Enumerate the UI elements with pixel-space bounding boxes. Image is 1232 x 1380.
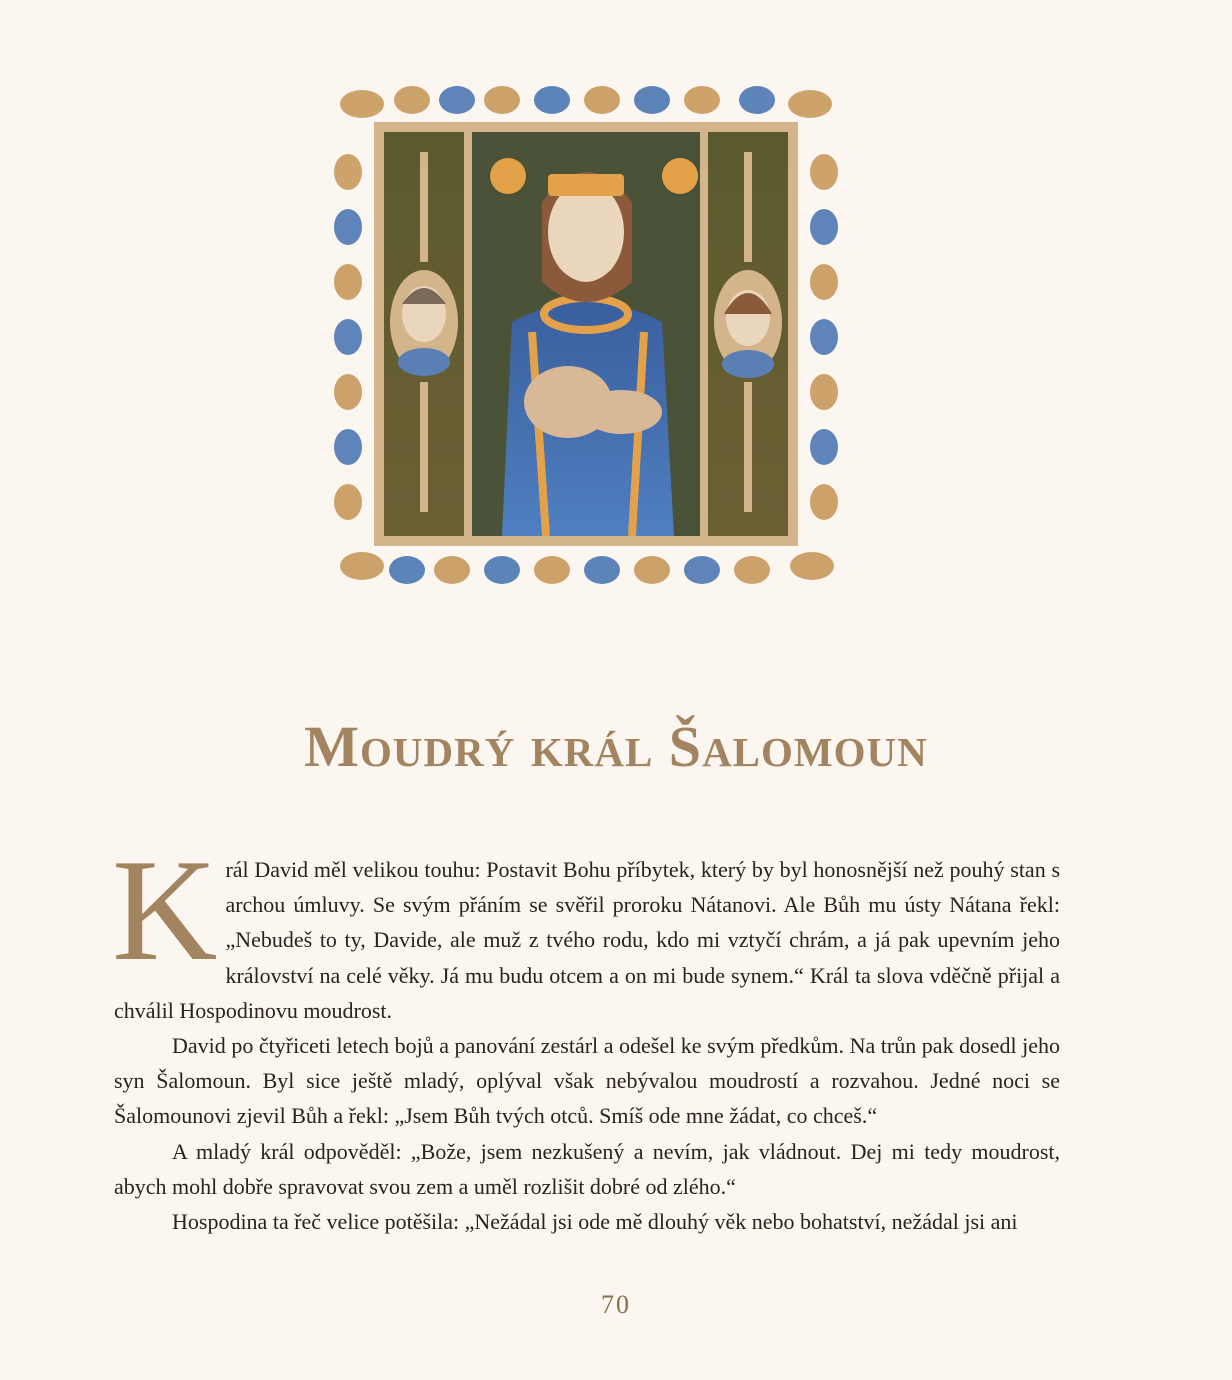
- side-medallion-right: [714, 270, 782, 378]
- body-text: [112, 829, 1060, 1239]
- drop-cap: K: [112, 829, 218, 991]
- paragraph-1-text: rál David měl velikou touhu: Postavit Bohu příbytek, který by byl honosnější než pouhý stan s archou úmluvy. Se svým přáním se svěřil proroku Nátanovi. Ale Bůh mu ústy Nátana řekl: „Nebudeš to ty, Davide, ale muž z tvého rodu, kdo mi vztyčí chrám, a já pak upevním jeho království na celé věky. Já mu budu otcem a on mi bude synem.“ Král ta slova vděčně přijal a chválil Hospodinovu moudrost.: [114, 857, 1060, 1023]
- page-number: 70: [601, 1290, 631, 1319]
- illustration-king-david-with-child: [332, 82, 840, 586]
- paragraph-1: [112, 829, 1060, 1028]
- paragraph-4: Hospodina ta řeč velice potěšila: „Nežádal jsi ode mě dlouhý věk nebo bohatství, nežádal jsi ani: [172, 1209, 1018, 1235]
- page-title: Moudrý král Šalomoun: [304, 713, 928, 779]
- side-medallion-left: [390, 270, 458, 376]
- paragraph-3: A mladý král odpověděl: „Bože, jsem nezkušený a nevím, jak vládnout. Dej mi tedy moudrost, abych mohl dobře spravovat svou zem a uměl rozlišit dobré od zlého.“: [114, 1138, 1060, 1199]
- paragraph-2: David po čtyřiceti letech bojů a panování zestárl a odešel ke svým předkům. Na trůn pak dosedl jeho syn Šalomoun. Byl sice ještě mladý, oplýval však nebývalou moudrostí a rozvahou. Jedné noci se Šalomounovi zjevil Bůh a řekl: „Jsem Bůh tvých otců. Smíš ode mne žádat, co chceš.“: [114, 1033, 1060, 1129]
